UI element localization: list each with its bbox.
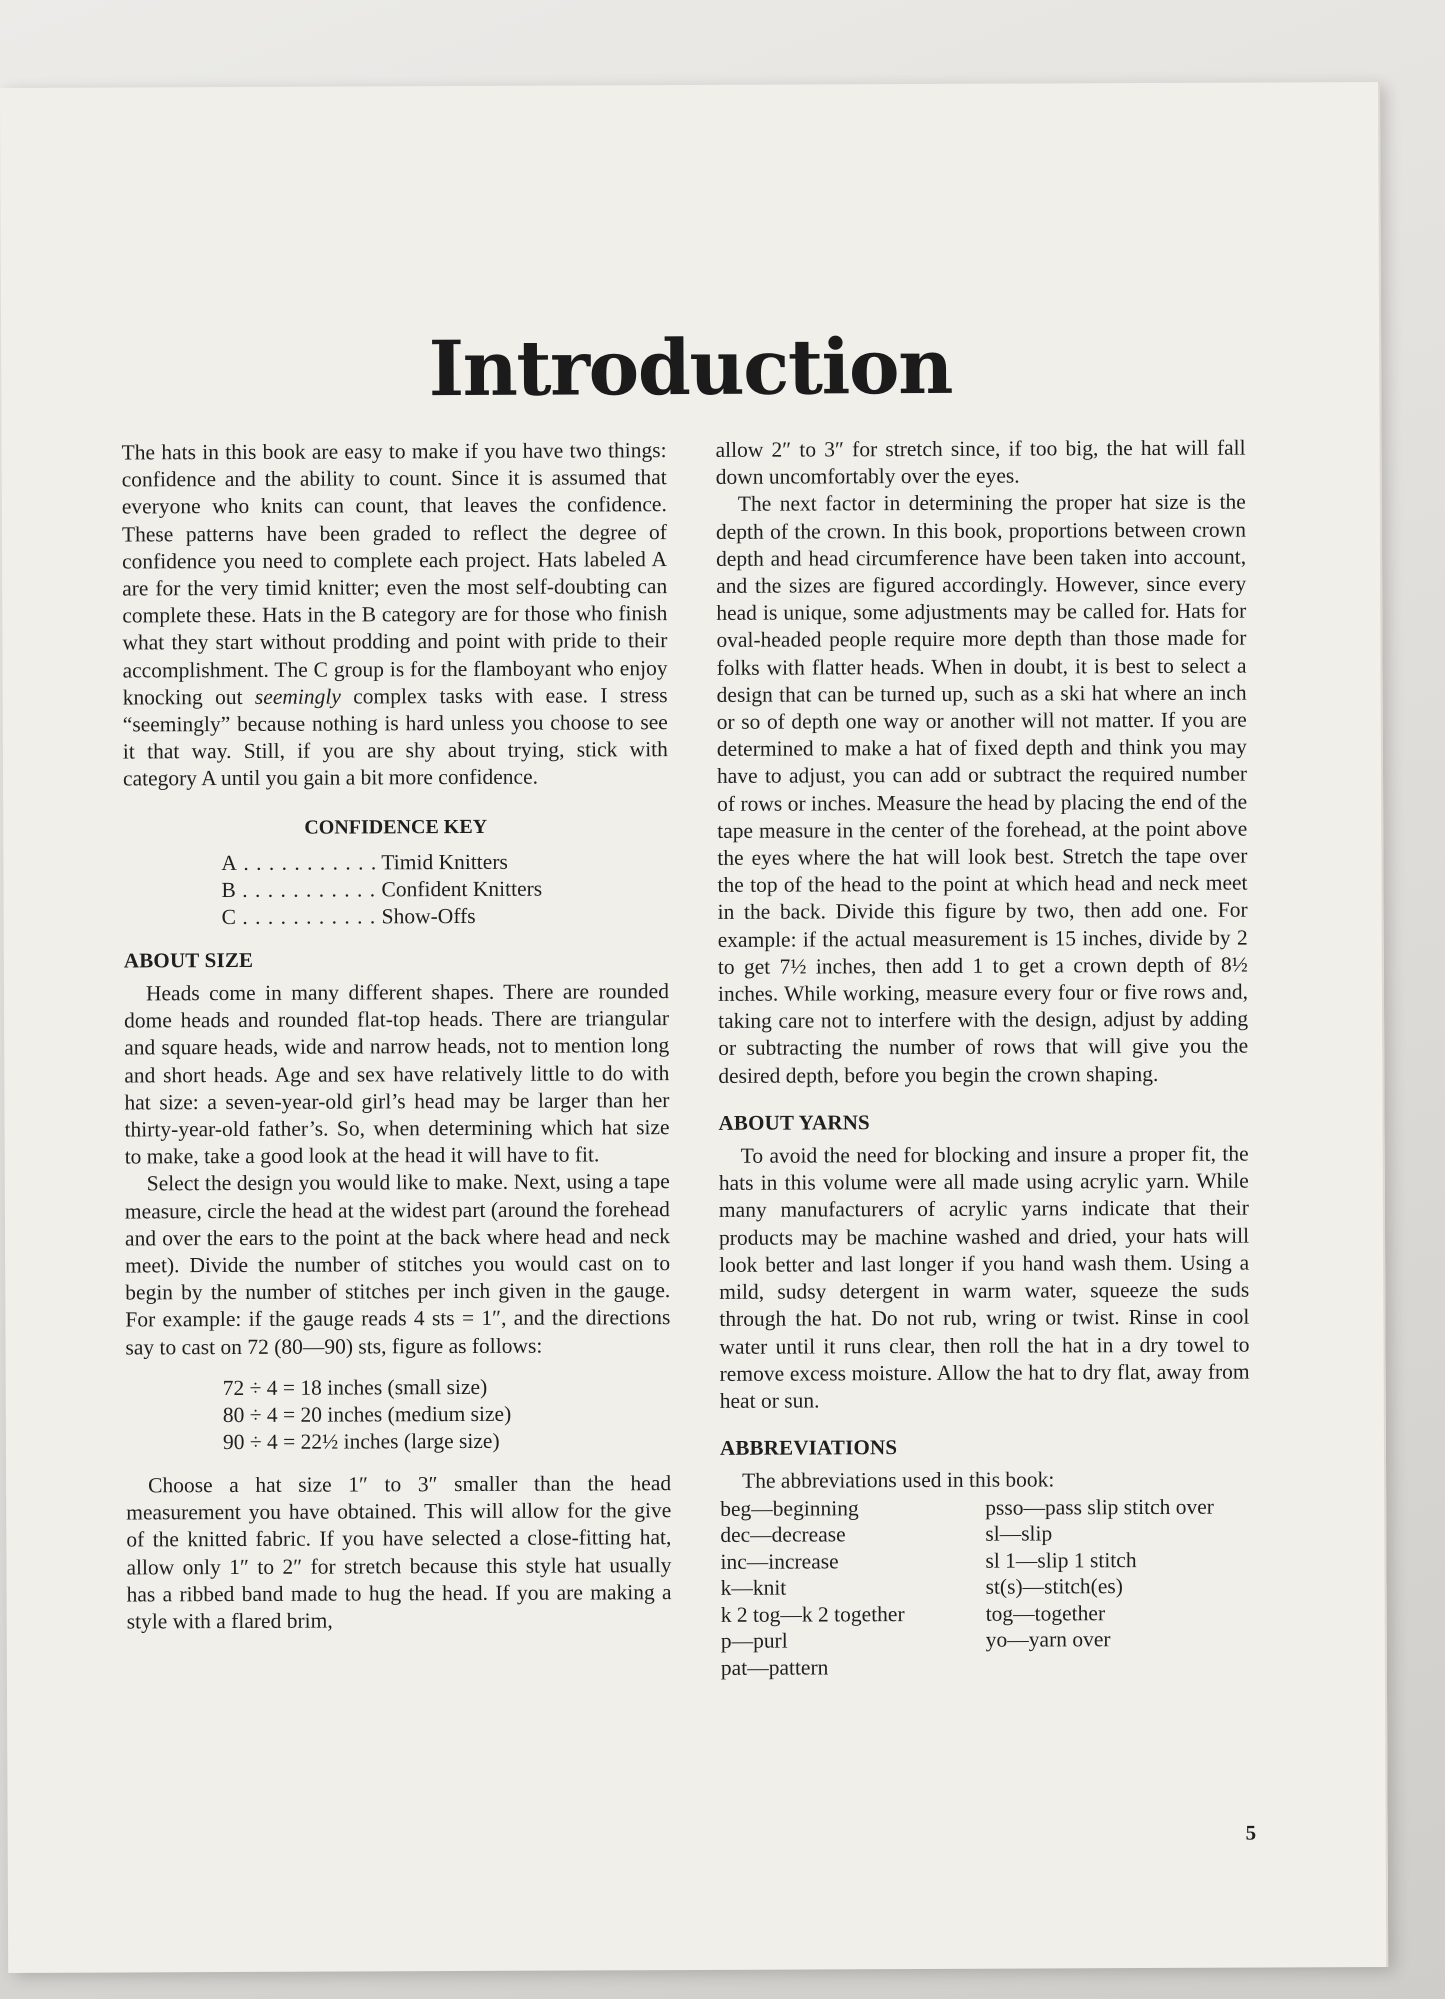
key-label: Show-Offs (381, 903, 476, 929)
calculation-line: 72 ÷ 4 = 18 inches (small size) (222, 1374, 488, 1400)
intro-emphasis: seemingly (254, 684, 341, 709)
abbreviations-column-2 (985, 1493, 1251, 1680)
abbreviations-list (720, 1493, 1251, 1681)
about-yarns-heading: ABOUT YARNS (718, 1110, 870, 1135)
abbreviation-item: yo—yarn over (985, 1627, 1111, 1652)
key-label: Confident Knitters (381, 876, 543, 902)
calculation-line: 80 ÷ 4 = 20 inches (medium size) (222, 1401, 512, 1427)
abbreviations-intro: The abbreviations used in this book: (742, 1467, 1055, 1494)
confidence-key-list (123, 848, 668, 931)
abbreviations-column-1 (720, 1494, 986, 1681)
key-letter: A . . . (221, 849, 381, 877)
abbreviation-item: psso—pass slip stitch over (985, 1494, 1214, 1520)
calculation-line: 90 ÷ 4 = 22½ inches (large size) (222, 1428, 500, 1454)
abbreviation-item: p—purl (720, 1628, 788, 1653)
abbreviation-item: tog—together (985, 1600, 1106, 1626)
key-label: Timid Knitters (381, 849, 508, 875)
abbreviation-item: sl 1—slip 1 stitch (985, 1547, 1137, 1573)
about-yarns-paragraph: To avoid the need for blocking and insure a proper fit, the hats in this volume were all made using acrylic yarn. While many manufacturers of acrylic yarns indicate that their products may be machine washed and dried, your hats will look better and last longer if you hand wash them. Using a mild, sudsy detergent in warm water, squeeze the suds through the hat. Do not rub, wring or twist. Rinse in cool water until it runs clear, then roll the hat in a dry towel to remove excess moisture. Allow the hat to dry flat, away from heat or sun. (718, 1141, 1250, 1413)
confidence-key-row (221, 848, 668, 877)
abbreviation-item: k 2 tog—k 2 together (720, 1601, 905, 1627)
abbreviation-item: dec—decrease (720, 1522, 846, 1547)
abbreviation-item: sl—slip (985, 1521, 1053, 1546)
key-letter: B . . . (221, 876, 381, 904)
about-size-paragraph: Select the design you would like to make. Next, using a tape measure, circle the head at the widest part (around the forehead and over the ears to the point at the back where head and neck meet). Divide the number of stitches you would cast on to begin by the number of stitches per inch given in the gauge. For example: if the gauge reads 4 sts = 1″, and the directions say to cast on 72 (80—90) sts, figure as follows: (124, 1169, 671, 1360)
about-size-paragraph: Heads come in many different shapes. There are rounded dome heads and rounded flat-top heads. There are triangular and square heads, wide and narrow heads, not to mention long and short heads. Age and sex have relatively little to do with hat size: a seven-year-old girl’s head may be larger than her thirty-year-old father’s. So, when determining which hat size to make, take a good look at the head it will have to fit. (124, 979, 670, 1169)
about-size-paragraph: Choose a hat size 1″ to 3″ smaller than the head measurement you have obtained. This will allow for the give of the knitted fabric. If you have selected a close-fitting hat, allow only 1″ to 2″ for stretch because this style hat usually has a ribbed band made to hug the head. If you are making a style with a flared brim, (126, 1470, 672, 1634)
abbreviation-item: pat—pattern (720, 1654, 829, 1680)
abbreviation-item: beg—beginning (720, 1495, 859, 1521)
confidence-key-heading: CONFIDENCE KEY (304, 815, 488, 839)
page-number: 5 (1245, 1820, 1257, 1845)
about-size-heading: ABOUT SIZE (123, 947, 254, 973)
crown-depth-paragraph: The next factor in determining the proper hat size is the depth of the crown. In this book, proportions between crown depth and head circumference have been taken into account, and the sizes are figured accordingly. However, since every head is unique, some adjustments may be called for. Hats for oval-headed people require more depth than those made for folks with flatter heads. When in doubt, it is best to select a design that can be turned up, such as a ski hat where an inch or so of depth one way or another will not matter. If you are determined to make a hat of fixed depth and think you may have to adjust, you can add or subtract the required number of rows or inches. Measure the head by placing the end of the tape measure in the center of the forehead, at the point above the eyes where the hat will look best. Stretch the tape over the top of the head to the point at which head and neck meet in the back. Divide this figure by two, then add one. For example: if the actual measurement is 15 inches, divide by 2 to get 7½ inches, then add 1 to get a crown depth of 8½ inches. While working, measure every four or five rows and, taking care not to interfere with the design, adjust by adding or subtracting the number of rows that will give you the desired depth, before you begin the crown shaping. (715, 489, 1249, 1088)
confidence-key-row (221, 875, 668, 904)
continued-paragraph: allow 2″ to 3″ for stretch since, if too big, the hat will fall down uncomfortably over the eyes. (715, 435, 1246, 490)
abbreviation-item: st(s)—stitch(es) (985, 1574, 1123, 1599)
abbreviation-item: k—knit (720, 1575, 787, 1600)
confidence-key-row (222, 902, 669, 931)
abbreviations-heading: ABBREVIATIONS (719, 1435, 898, 1460)
abbreviation-item: inc—increase (720, 1548, 839, 1574)
book-page (0, 82, 1388, 1973)
key-letter: C . . . (222, 903, 382, 931)
intro-paragraph (122, 437, 669, 793)
page-title: Introduction (428, 321, 953, 414)
left-column (122, 437, 672, 1635)
right-column (716, 435, 1251, 1681)
intro-text-b: complex tasks with ease. I stress “seemingly” because nothing is hard unless you choose to see it that way. Still, if you are shy about trying, stick with category A until you gain a bit more confidence. (122, 682, 668, 791)
intro-text-a: The hats in this book are easy to make if you have two things: confidence and the ability to count. Since it is assumed that everyone who knits can count, that leaves the confidence. These patterns have been graded to reflect the degree of confidence you need to complete each project. Hats labeled A are for the very timid knitter; even the most self-doubting can complete these. Hats in the B category are for those who finish what they start without prodding and point with pride to their accomplishment. The C group is for the flamboyant who enjoy knocking out (121, 438, 668, 710)
size-calculation (223, 1373, 671, 1456)
